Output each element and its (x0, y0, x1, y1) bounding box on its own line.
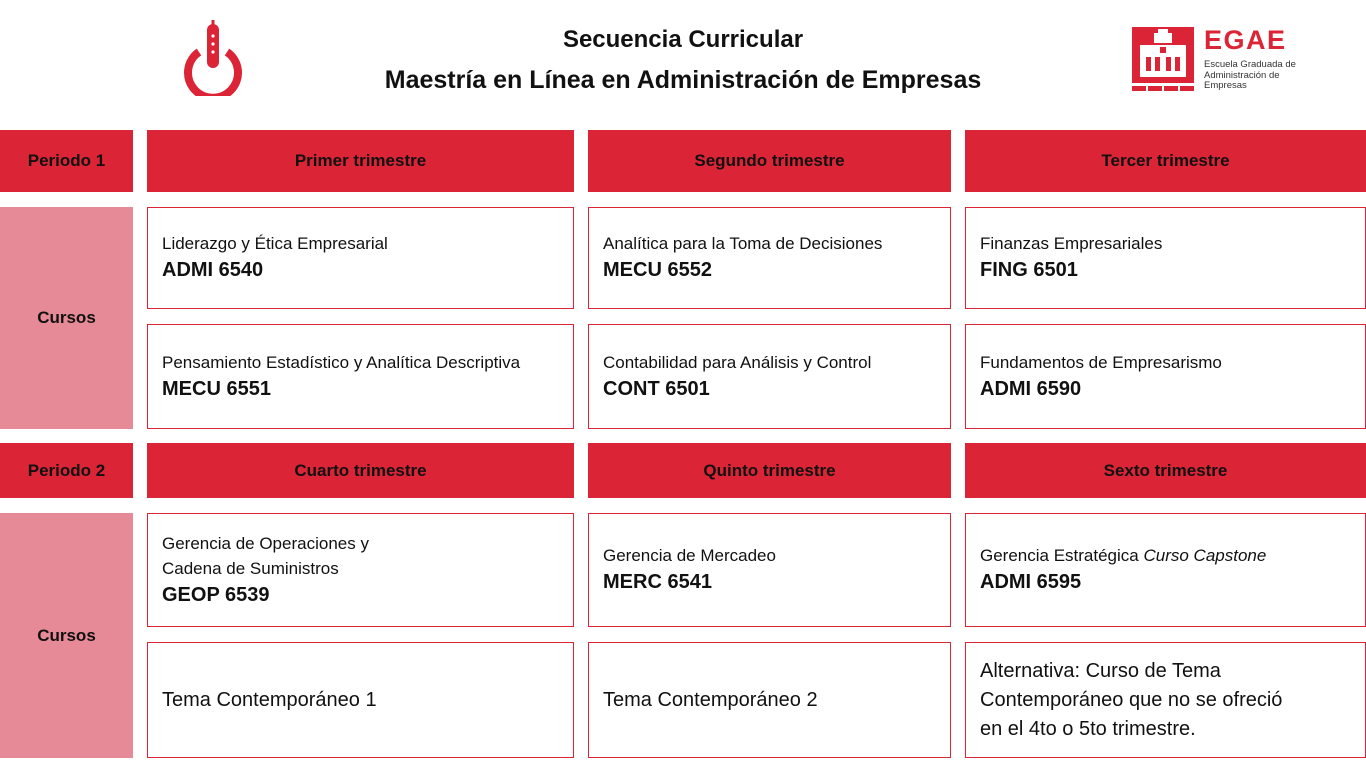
course-card (147, 513, 574, 627)
course-name: Finanzas Empresariales (980, 234, 1163, 253)
egae-subtitle: Escuela Graduada de Administración de Empresas (1204, 59, 1296, 91)
course-name: Tema Contemporáneo 1 (162, 688, 377, 711)
course-code: GEOP 6539 (162, 583, 270, 606)
trimestre-header-3: Tercer trimestre (965, 130, 1366, 192)
course-card (147, 207, 574, 309)
course-name: Liderazgo y Ética Empresarial (162, 234, 388, 253)
course-name-line (980, 543, 1351, 568)
course-card (588, 207, 951, 309)
cursos-label-1: Cursos (0, 207, 133, 429)
course-code: MECU 6551 (162, 377, 271, 400)
page-title: Secuencia Curricular (562, 26, 804, 53)
course-note: Alternativa: Curso de Tema Contemporáneo que no se ofreció en el 4to o 5to trimestre. (980, 659, 1283, 740)
course-name: Gerencia de Operaciones y Cadena de Suministros (162, 533, 369, 578)
egae-logo (1132, 25, 1296, 95)
power-icon (182, 20, 244, 96)
course-card (588, 513, 951, 627)
course-card (965, 513, 1366, 627)
course-card (965, 324, 1366, 429)
periodo-2-label: Periodo 2 (0, 443, 133, 498)
course-tag: Curso Capstone (1143, 546, 1267, 565)
course-name: Pensamiento Estadístico y Analítica Descriptiva (162, 352, 521, 372)
course-card (147, 324, 574, 429)
course-code: CONT 6501 (603, 377, 710, 400)
course-code: ADMI 6540 (162, 259, 264, 281)
course-name: Fundamentos de Empresarismo (980, 352, 1222, 372)
egae-wordmark: EGAE (1204, 25, 1287, 55)
trimestre-header-6: Sexto trimestre (965, 443, 1366, 498)
periodo-1-label: Periodo 1 (0, 130, 133, 192)
course-card (588, 324, 951, 429)
course-code: FING 6501 (980, 259, 1078, 281)
course-name: Gerencia Estratégica (980, 546, 1139, 565)
page-subtitle: Maestría en Línea en Administración de Empresas (384, 66, 982, 94)
course-card (965, 642, 1366, 758)
course-code: ADMI 6590 (980, 377, 1082, 400)
course-code: MERC 6541 (603, 571, 712, 593)
course-card (588, 642, 951, 758)
cursos-label-2: Cursos (0, 513, 133, 758)
trimestre-header-4: Cuarto trimestre (147, 443, 574, 498)
course-card (965, 207, 1366, 309)
trimestre-header-1: Primer trimestre (147, 130, 574, 192)
course-code: MECU 6552 (603, 259, 712, 281)
course-card (147, 642, 574, 758)
course-name: Gerencia de Mercadeo (603, 546, 776, 565)
course-name: Contabilidad para Análisis y Control (603, 352, 872, 372)
trimestre-header-5: Quinto trimestre (588, 443, 951, 498)
course-code: ADMI 6595 (980, 571, 1082, 593)
university-emblem-icon (1132, 27, 1194, 93)
course-name: Analítica para la Toma de Decisiones (603, 234, 883, 253)
trimestre-header-2: Segundo trimestre (588, 130, 951, 192)
course-name: Tema Contemporáneo 2 (603, 688, 818, 711)
